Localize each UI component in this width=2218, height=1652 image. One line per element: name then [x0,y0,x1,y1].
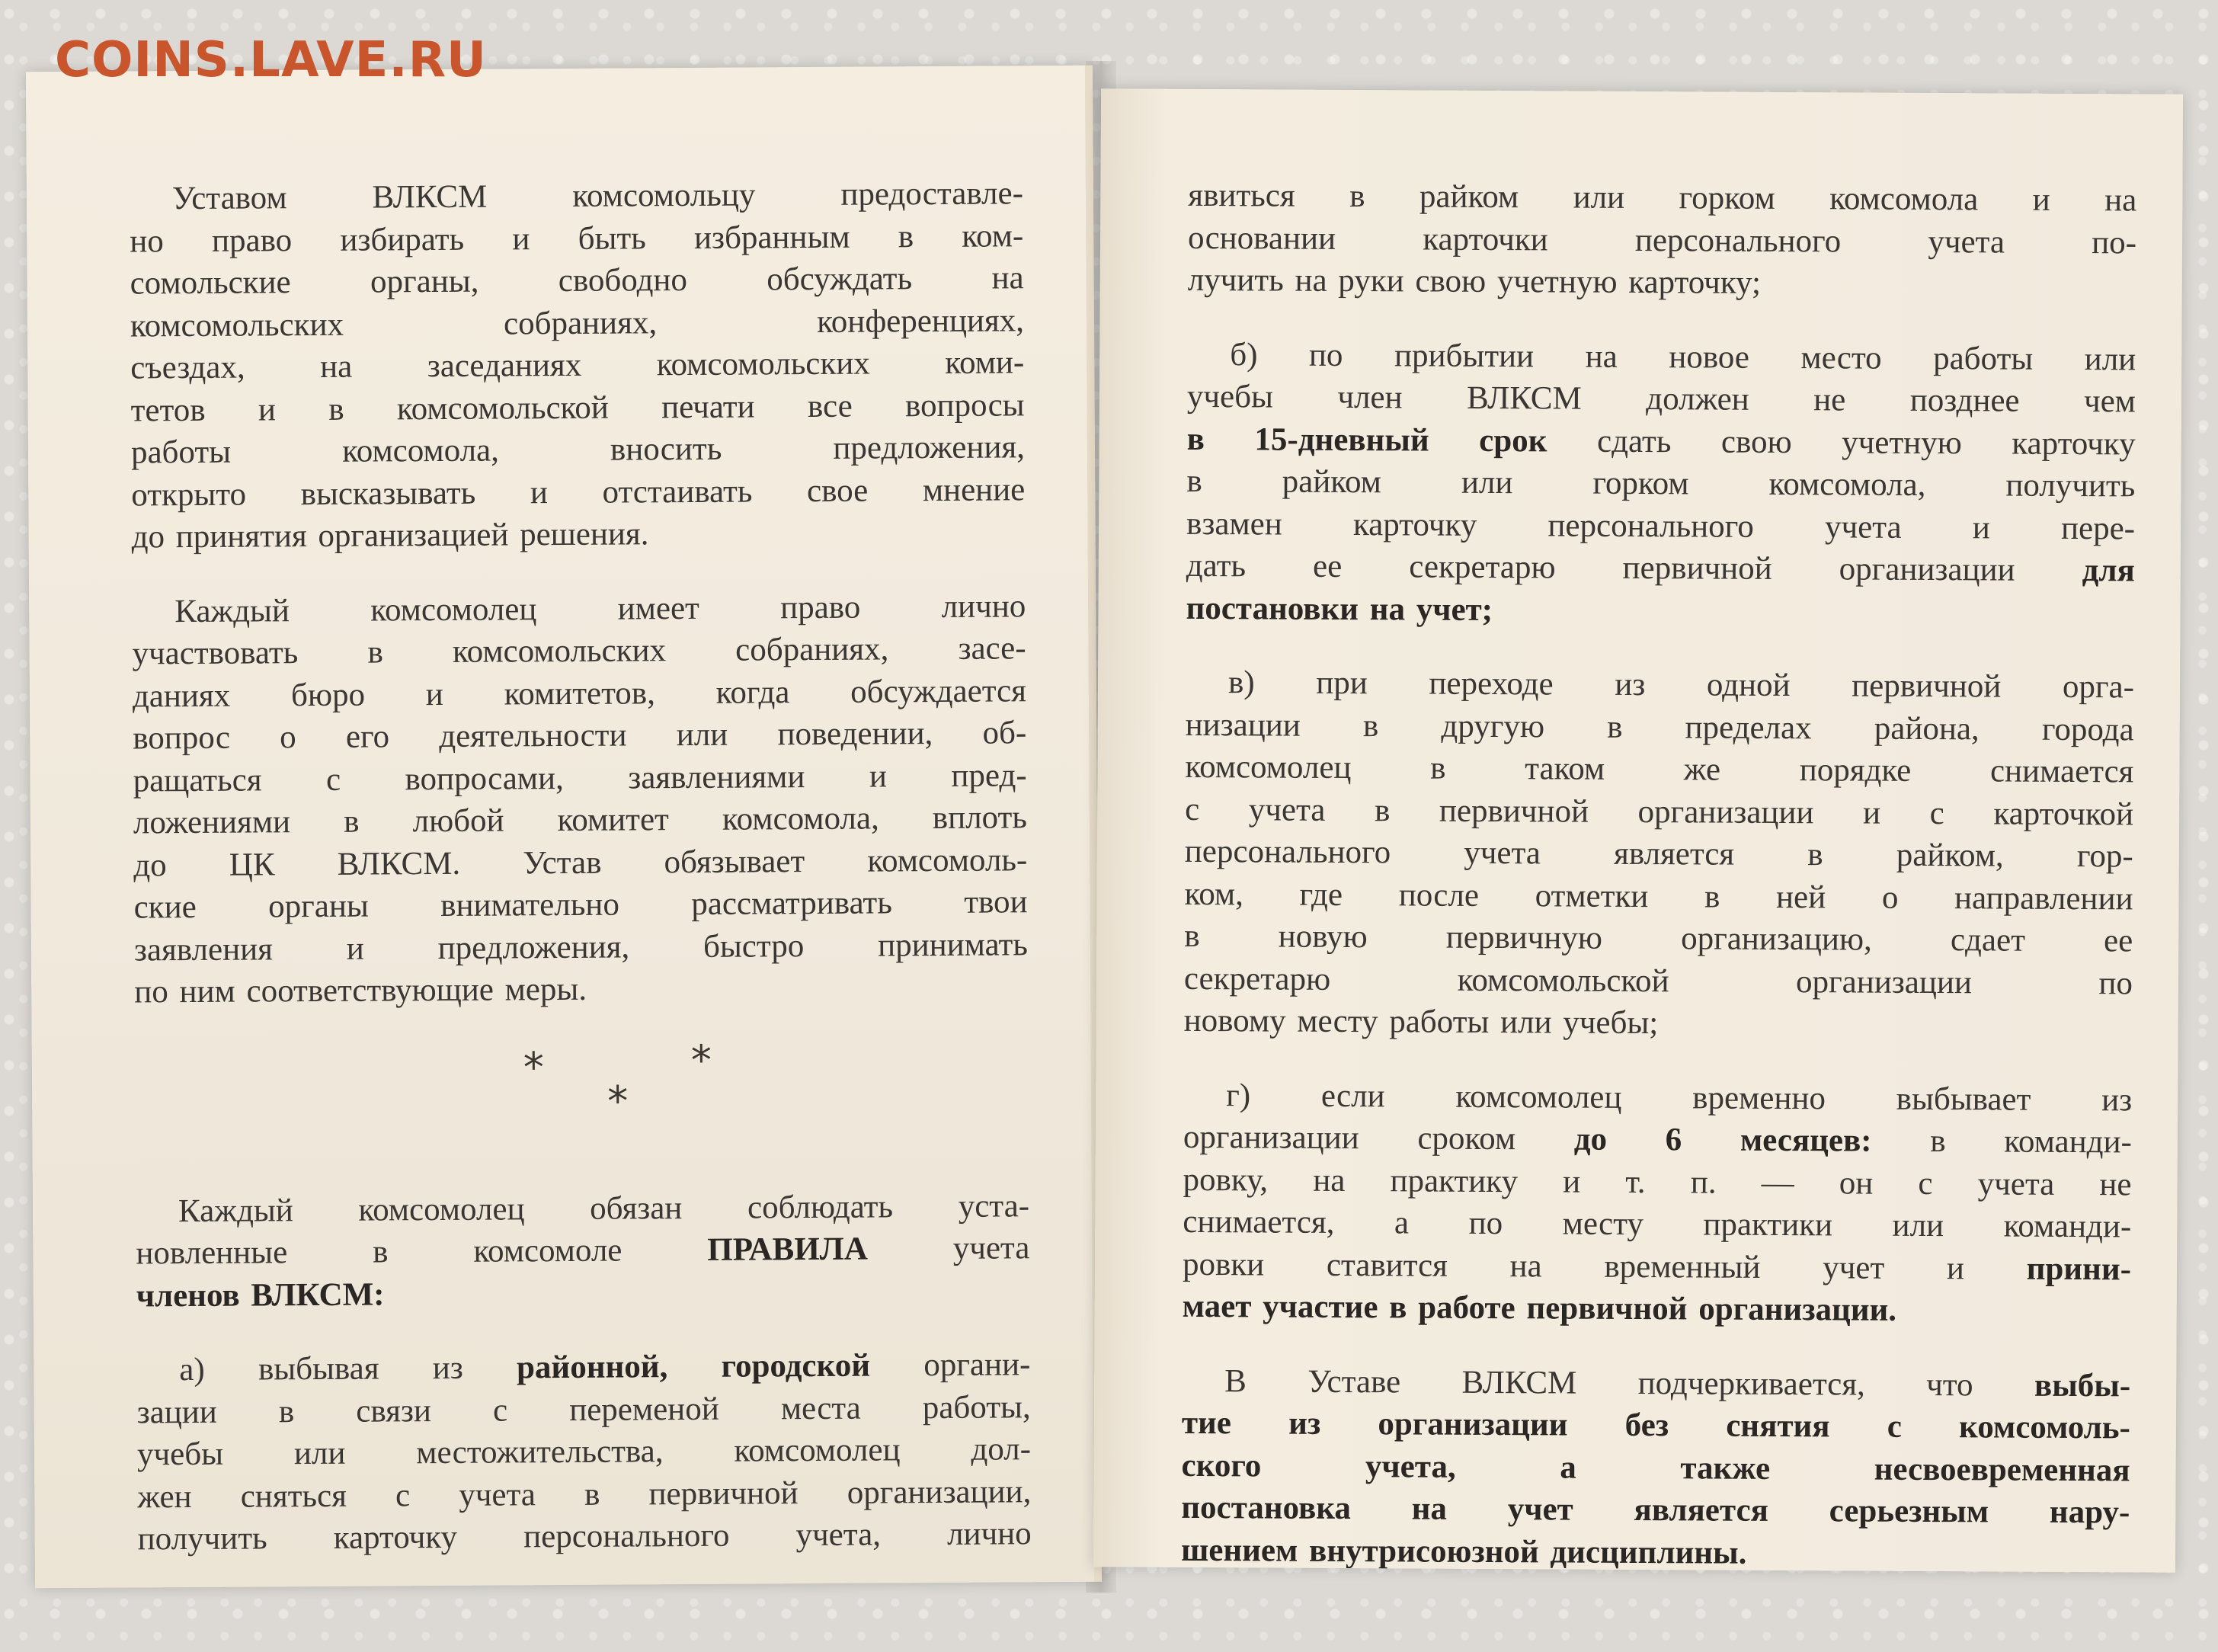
text-line: ские органы внимательно рассматривать твои [133,884,1028,926]
right-paragraph-2 [1186,333,2136,634]
text-fragment: а) выбывая из [179,1349,517,1388]
left-page [26,66,1102,1589]
bold-fragment: районной, городской [516,1347,871,1386]
text-line: явиться в райком или горком комсомола и на [1188,177,2137,219]
text-line: зации в связи с переменой места работы, [136,1388,1031,1430]
text-line: новому месту работы или учебы; [1183,1002,1659,1042]
bold-fragment: для [2082,552,2135,589]
right-paragraph-4 [1183,1074,2133,1333]
text-line: учебы или местожительства, комсомолец дол- [136,1431,1032,1473]
text-line: заявления и предложения, быстро принимать [133,926,1029,968]
bold-fragment: прини- [2026,1250,2132,1287]
text-line: низации в другую в пределах района, города [1185,706,2134,748]
text-line: снимается, а по месту практики или команди- [1183,1203,2132,1245]
text-line: ровку, на практику и т. п. — он с учета не [1183,1161,2132,1202]
text-line [1183,1243,2131,1290]
bold-fragment: в 15-дневный срок [1186,421,1547,459]
text-fragment: организации сроком [1183,1119,1574,1157]
bold-fragment: выбы- [2034,1367,2131,1404]
text-fragment: новленные в комсомоле [136,1231,708,1272]
text-line: комсомолец в таком же порядке снимается [1185,748,2134,790]
text-line: ком, где после отметки в ней о направлении [1184,876,2133,917]
text-line: открыто высказывать и отстаивать свое мнение [131,471,1026,513]
text-line: Уставом ВЛКСМ комсомольцу предоставле- [171,175,1024,217]
text-line: но право избирать и быть избранным в ком- [130,217,1024,259]
text-line: с учета в первичной организации и с карточкой [1185,791,2134,832]
text-fragment: В Уставе ВЛКСМ подчеркивается, что [1224,1362,2035,1404]
text-line: тие из организации без снятия с комсомоль- [1181,1404,2131,1446]
right-paragraph-1 [1188,174,2137,306]
text-line: тетов и в комсомольской печати все вопросы [130,386,1025,428]
text-line: работы комсомола, вносить предложения, [130,429,1026,471]
text-fragment: ровки ставится на временный учет и [1182,1246,2027,1287]
text-line [1183,1116,2132,1164]
text-fragment: в команди- [1871,1122,2132,1161]
text-line [1187,418,2136,465]
text-line: лучить на руки свою учетную карточку; [1187,261,1762,301]
text-line: учебы член ВЛКСМ должен не позднее чем [1186,378,2136,420]
text-line: в новую первичную организацию, сдает ее [1184,917,2133,959]
text-line [1186,545,2135,592]
text-line: получить карточку персонального учета, лично [137,1516,1032,1558]
text-line [136,1343,1030,1391]
text-line: мает участие в работе первичной организации. [1182,1288,1897,1328]
separator-star: * [690,1036,712,1084]
text-line: персонального учета является в райком, гор- [1184,833,2133,875]
text-line: членов ВЛКСМ: [136,1276,385,1314]
left-paragraph-1 [130,172,1026,559]
text-line [136,1227,1029,1275]
text-fragment: учета [867,1230,1030,1267]
text-line: ращаться с вопросами, заявлениями и пред- [133,757,1027,799]
text-line: б) по прибытии на новое место работы или [1230,336,2136,377]
left-paragraph-4 [136,1343,1032,1561]
separator-star: * [607,1076,629,1125]
text-line: взамен карточку персонального учета и пере- [1186,505,2136,546]
text-line: ского учета, а также несвоевременная [1181,1447,2130,1488]
text-fragment: дать ее секретарю первичной организации [1186,547,2082,589]
text-line: съездах, на заседаниях комсомольских коми- [130,344,1025,386]
text-line: комсомольских собраниях, конференциях, [130,302,1025,344]
text-line: Каждый комсомолец обязан соблюдать уста- [178,1187,1030,1229]
bold-fragment: до 6 месяцев: [1573,1121,1872,1159]
text-line: по ним соответствующие меры. [134,971,587,1010]
section-separator-stars [135,1036,1029,1160]
right-paragraph-5 [1181,1359,2130,1572]
right-paragraph-3 [1184,661,2135,1047]
text-line: постановки на учет; [1186,590,1493,628]
text-line: вопрос о его деятельности или поведении, об- [133,715,1027,757]
text-line: секретарю комсомольской организации по [1183,960,2133,1001]
left-paragraph-2 [132,585,1028,1013]
text-line: до принятия организацией решения. [131,516,649,555]
text-line: Каждый комсомолец имеет право лично [174,587,1026,629]
text-line: постановка на учет является серьезным нару- [1181,1489,2130,1531]
separator-star: * [523,1042,545,1091]
text-line: участвовать в комсомольских собраниях, засе- [132,630,1026,672]
right-page [1093,88,2183,1572]
text-line: в) при переходе из одной первичной орга- [1227,664,2135,706]
text-line: шением внутрисоюзной дисциплины. [1180,1532,1747,1571]
text-line: ложениями в любой комитет комсомола, вплоть [133,799,1028,841]
rules-heading: ПРАВИЛА [707,1231,868,1268]
text-line [1182,1359,2130,1407]
text-line: г) если комсомолец временно выбывает из [1226,1077,2133,1118]
text-line: даниях бюро и комитетов, когда обсуждается [132,672,1027,714]
left-paragraph-3 [136,1185,1030,1317]
text-line: жен сняться с учета в первичной организации, [137,1473,1032,1515]
text-fragment: органи- [869,1346,1031,1384]
watermark-logo: COINS.LAVE.RU [55,32,487,88]
text-line: до ЦК ВЛКСМ. Устав обязывает комсомоль- [133,841,1028,883]
text-line: в райком или горком комсомола, получить [1186,463,2136,504]
text-line: основании карточки персонального учета по- [1187,219,2137,261]
text-fragment: сдать свою учетную карточку [1547,422,2136,462]
text-line: сомольские органы, свободно обсуждать на [130,260,1024,302]
